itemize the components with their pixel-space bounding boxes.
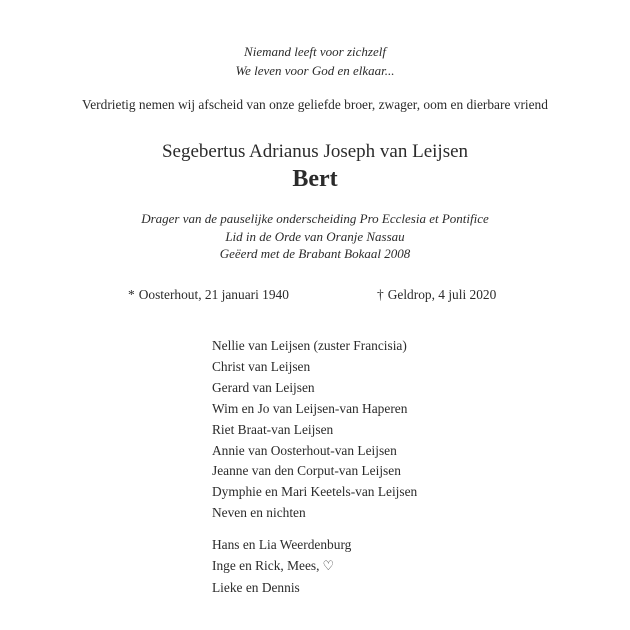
- death-info: [377, 286, 496, 304]
- list-item: Christ van Leijsen: [212, 358, 311, 374]
- motto: [0, 42, 630, 80]
- honors: [0, 210, 630, 263]
- birth-symbol: *: [128, 287, 135, 302]
- honor-line: Lid in de Orde van Oranje Nassau: [225, 228, 405, 244]
- intro-text: Verdrietig nemen wij afscheid van onze geliefde broer, zwager, oom en dierbare vriend: [82, 97, 548, 112]
- list-item: Neven en nichten: [212, 505, 306, 521]
- honor-line: Geëerd met de Brabant Bokaal 2008: [219, 246, 411, 261]
- motto-line-2: We leven voor God en elkaar...: [235, 63, 395, 78]
- honor-line: Drager van de pauselijke onderscheiding Pro Ecclesia et Pontifice: [141, 211, 489, 226]
- list-item: Wim en Jo van Leijsen-van Haperen: [212, 400, 408, 416]
- list-item: Nellie van Leijsen (zuster Francisia): [212, 338, 407, 353]
- motto-line-1: Niemand leeft voor zichzelf: [244, 44, 386, 59]
- list-item: [212, 556, 351, 578]
- list-item: Lieke en Dennis: [212, 579, 300, 595]
- list-item-text: Inge en Rick, Mees,: [212, 557, 320, 573]
- list-item: Hans en Lia Weerdenburg: [212, 537, 352, 552]
- list-item: Jeanne van den Corput-van Leijsen: [212, 463, 401, 479]
- list-item: Dymphie en Mari Keetels-van Leijsen: [212, 484, 418, 500]
- death-symbol: †: [377, 287, 384, 302]
- deceased-call-name: Bert: [292, 166, 338, 192]
- friends-list: [212, 535, 351, 599]
- deceased-full-name: Segebertus Adrianus Joseph van Leijsen: [161, 141, 469, 162]
- birth-info: [128, 286, 289, 304]
- list-item: Gerard van Leijsen: [212, 379, 315, 395]
- death-text: Geldrop, 4 juli 2020: [387, 287, 497, 302]
- family-list: [212, 336, 417, 524]
- heart-outline-icon: ♡: [322, 558, 335, 574]
- list-item: Riet Braat-van Leijsen: [212, 421, 334, 437]
- list-item: Annie van Oosterhout-van Leijsen: [212, 442, 397, 458]
- birth-text: Oosterhout, 21 januari 1940: [138, 287, 289, 302]
